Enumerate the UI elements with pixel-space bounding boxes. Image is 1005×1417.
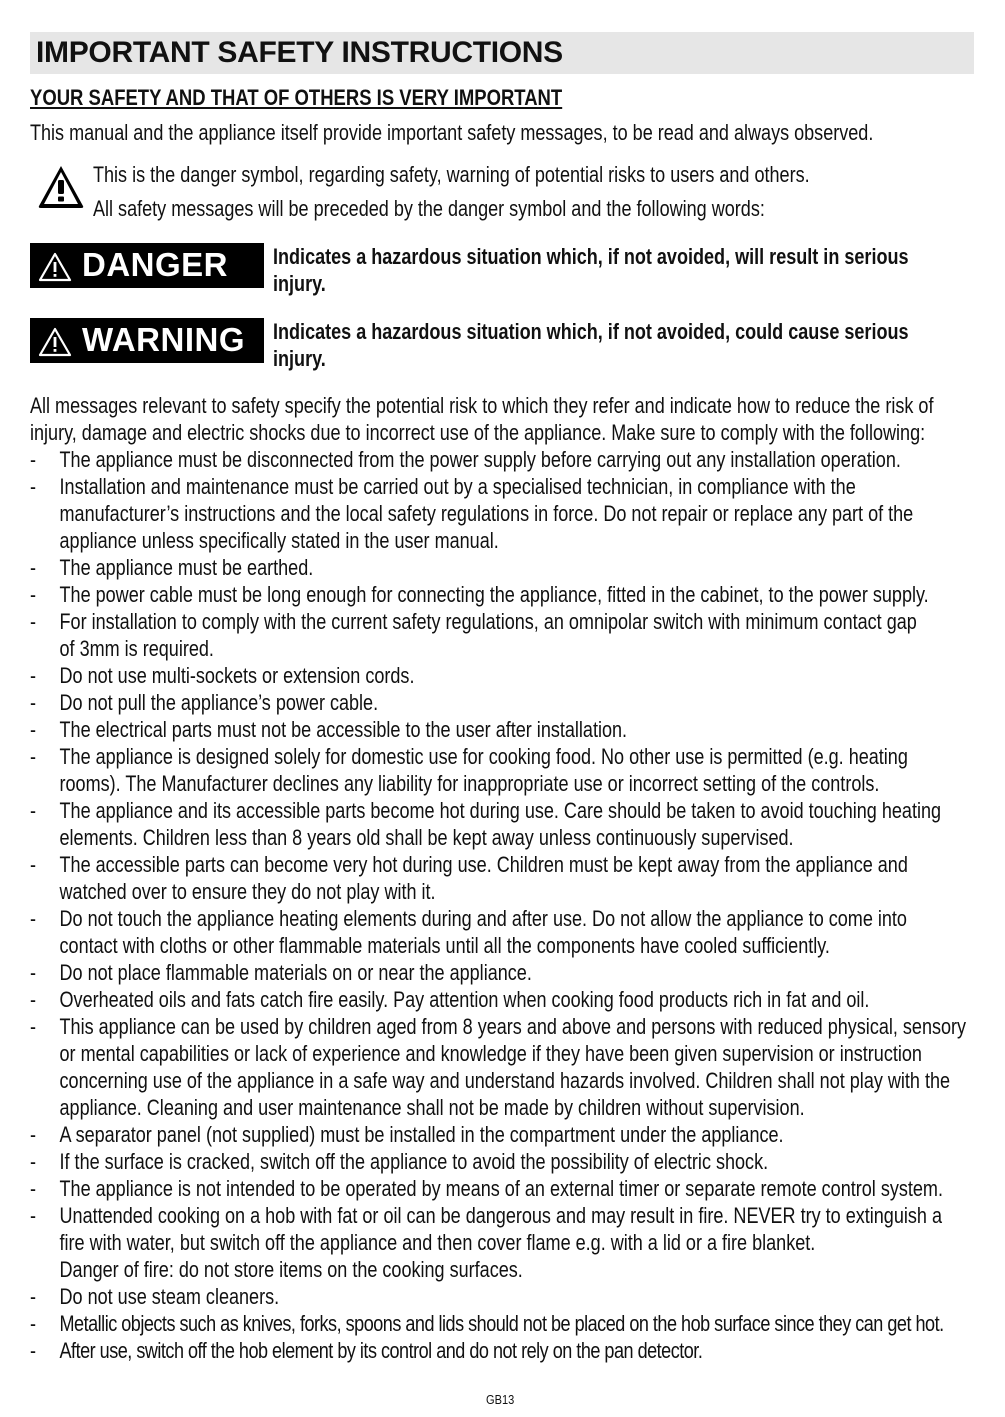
list-item-line: Do not touch the appliance heating elements during and after use. Do not allow the appliance to come into [59,906,907,931]
list-dash: - [30,690,37,715]
warning-label-text: WARNING [82,321,245,358]
list-item-line: of 3mm is required. [59,636,214,661]
list-item-line: The appliance and its accessible parts become hot during use. Care should be taken to avoid touching heating [59,798,942,823]
list-item [30,1013,966,1121]
list-item [30,797,966,851]
safety-instructions-list [30,446,966,1364]
list-dash: - [30,1284,37,1309]
list-item [30,473,966,554]
list-item [30,986,966,1013]
list-dash: - [30,798,37,823]
list-item-line: The power cable must be long enough for connecting the appliance, fitted in the cabinet, to the power supply. [59,582,929,607]
danger-label-text: DANGER [82,246,229,283]
list-item [30,959,966,986]
list-dash: - [30,609,37,634]
warning-description [273,318,970,372]
list-item [30,1121,966,1148]
page-title: IMPORTANT SAFETY INSTRUCTIONS [36,36,563,69]
list-item-line: Do not place flammable materials on or near the appliance. [59,960,532,985]
list-item [30,608,966,662]
warning-label [30,318,264,363]
list-dash: - [30,1014,37,1039]
list-item-line: The accessible parts can become very hot during use. Children must be kept away from the appliance and [59,852,908,877]
list-item-line: The electrical parts must not be accessible to the user after installation. [59,717,628,742]
paragraph-line: injury, damage and electric shocks due to incorrect use of the appliance. Make sure to comply with the following: [30,420,926,445]
list-item [30,905,966,959]
list-item [30,1283,966,1310]
list-dash: - [30,555,37,580]
list-dash: - [30,447,37,472]
list-item-line: The appliance must be earthed. [59,555,314,580]
warning-description-line: injury. [273,346,326,371]
list-item [30,446,966,473]
list-dash: - [30,717,37,742]
list-dash: - [30,744,37,769]
list-item [30,1310,966,1337]
danger-description-line: Indicates a hazardous situation which, if not avoided, will result in serious [273,244,909,269]
list-item [30,689,966,716]
list-item-line: watched over to ensure they do not play with it. [59,879,436,904]
list-item [30,662,966,689]
list-item-line: contact with cloths or other flammable materials until all the components have cooled sufficiently. [59,933,830,958]
list-dash: - [30,987,37,1012]
list-item-line: Overheated oils and fats catch fire easily. Pay attention when cooking food products rich in fat and oil. [59,987,870,1012]
list-dash: - [30,1122,37,1147]
list-item-line: Installation and maintenance must be carried out by a specialised technician, in compliance with the [59,474,856,499]
list-item-line: or mental capabilities or lack of experience and knowledge if they have been given supervision or instruction [59,1041,922,1066]
list-dash: - [30,1203,37,1228]
list-item-line: The appliance must be disconnected from the power supply before carrying out any installation operation. [59,447,901,472]
list-item-line: This appliance can be used by children aged from 8 years and above and persons with reduced physical, sensory [59,1014,967,1039]
list-item-line: rooms). The Manufacturer declines any liability for inappropriate use or incorrect setting of the controls. [59,771,880,796]
list-item [30,743,966,797]
list-item [30,716,966,743]
list-item [30,1202,966,1283]
safety-intro-paragraph [30,392,933,446]
danger-symbol-note: All safety messages will be preceded by the danger symbol and the following words: [93,196,765,221]
list-dash: - [30,474,37,499]
section-subtitle: YOUR SAFETY AND THAT OF OTHERS IS VERY IMPORTANT [30,85,563,110]
danger-description [273,243,970,297]
list-item [30,1148,966,1175]
list-dash: - [30,582,37,607]
list-item-line: Metallic objects such as knives, forks, spoons and lids should not be placed on the hob surface since they can get hot. [59,1311,944,1336]
list-item-line: For installation to comply with the current safety regulations, an omnipolar switch with minimum contact gap [59,609,917,634]
title-bar [30,32,974,74]
warning-description-line: Indicates a hazardous situation which, if not avoided, could cause serious [273,319,909,344]
list-item-line: The appliance is designed solely for domestic use for cooking food. No other use is permitted (e.g. heating [59,744,908,769]
list-item-line: Danger of fire: do not store items on the cooking surfaces. [59,1257,523,1282]
list-item-line: appliance. Cleaning and user maintenance shall not be made by children without supervision. [59,1095,805,1120]
list-item-line: A separator panel (not supplied) must be installed in the compartment under the appliance. [59,1122,784,1147]
list-item-line: After use, switch off the hob element by its control and do not rely on the pan detector. [59,1338,703,1363]
list-item-line: elements. Children less than 8 years old shall be kept away unless continuously supervised. [59,825,794,850]
list-dash: - [30,1176,37,1201]
list-dash: - [30,852,37,877]
warning-triangle-icon [37,251,73,283]
list-dash: - [30,1338,36,1363]
list-item [30,851,966,905]
page-number: GB13 [486,1392,515,1407]
danger-symbol-description: This is the danger symbol, regarding safety, warning of potential risks to users and others. [93,162,810,187]
list-item [30,1175,966,1202]
list-item [30,1337,966,1364]
paragraph-line: All messages relevant to safety specify the potential risk to which they refer and indicate how to reduce the risk of [30,393,934,418]
list-item-line: Do not pull the appliance’s power cable. [59,690,379,715]
list-item-line: Do not use multi-sockets or extension cords. [59,663,415,688]
list-item-line: Do not use steam cleaners. [59,1284,280,1309]
danger-symbol-icon [37,164,85,210]
list-dash: - [30,960,37,985]
warning-triangle-icon [37,326,73,358]
list-item-line: Unattended cooking on a hob with fat or oil can be dangerous and may result in fire. NEVER try to extinguish a [59,1203,942,1228]
danger-description-line: injury. [273,271,326,296]
intro-text: This manual and the appliance itself provide important safety messages, to be read and always observed. [30,120,874,145]
list-item-line: appliance unless specifically stated in the user manual. [59,528,499,553]
list-item-line: manufacturer’s instructions and the local safety regulations in force. Do not repair or replace any part of the [59,501,914,526]
list-dash: - [30,1149,37,1174]
list-item-line: concerning use of the appliance in a safe way and understand hazards involved. Children shall not play with the [59,1068,951,1093]
list-dash: - [30,906,37,931]
list-item-line: The appliance is not intended to be operated by means of an external timer or separate remote control system. [59,1176,943,1201]
list-item [30,581,966,608]
list-dash: - [30,663,37,688]
list-item-line: If the surface is cracked, switch off the appliance to avoid the possibility of electric shock. [59,1149,769,1174]
list-dash: - [30,1311,36,1336]
list-item-line: fire with water, but switch off the appliance and then cover flame e.g. with a lid or a fire blanket. [59,1230,816,1255]
list-item [30,554,966,581]
danger-label [30,243,264,288]
